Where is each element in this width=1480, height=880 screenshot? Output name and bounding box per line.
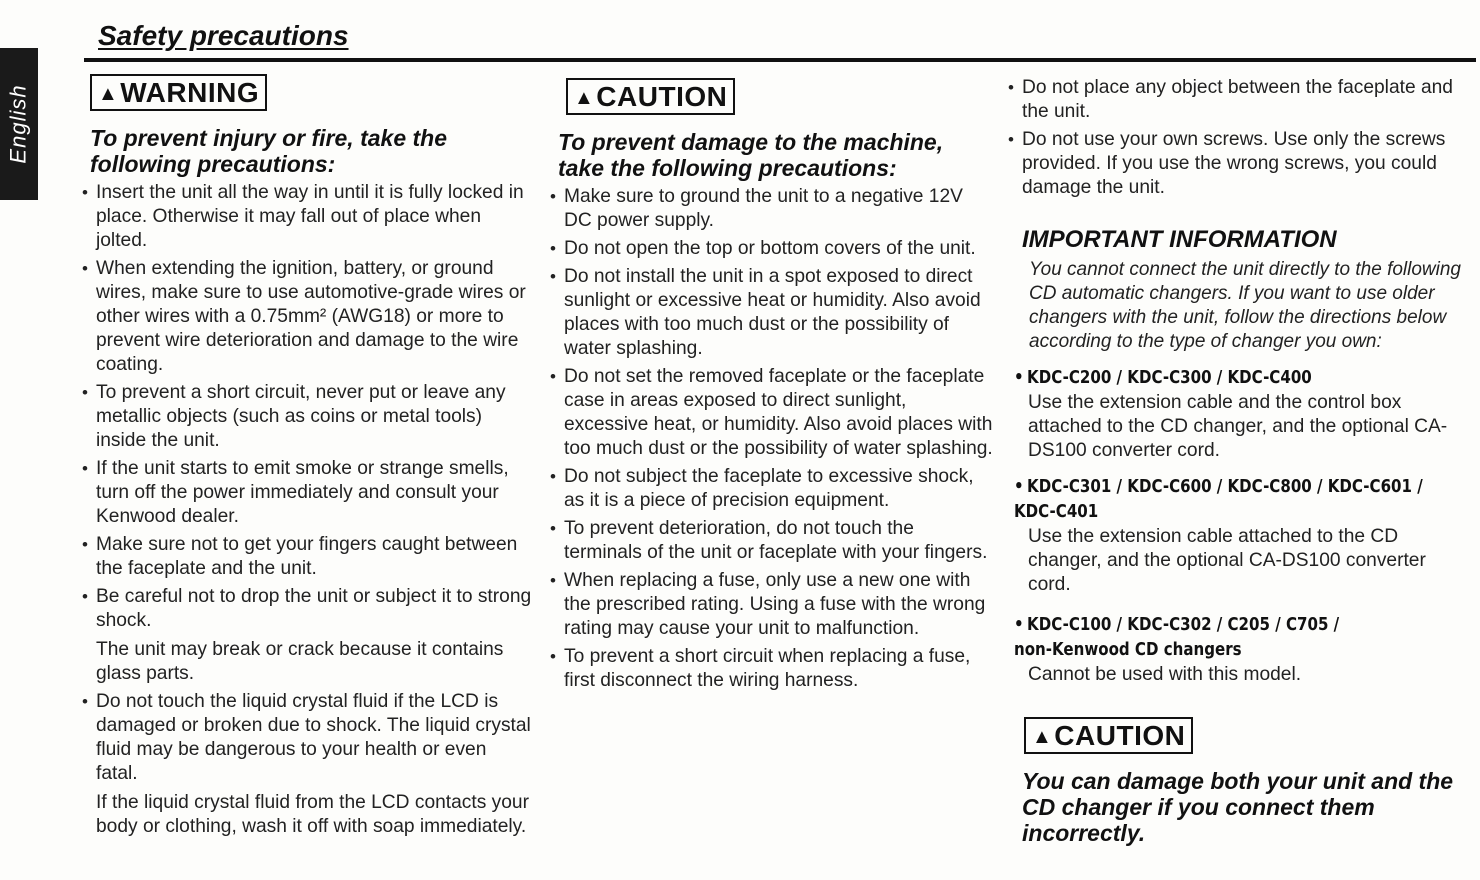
list-item: • If the unit starts to emit smoke or strange smells, turn off the power immediately and consult your Kenwood dealer. bbox=[82, 457, 532, 529]
language-tab-label: English bbox=[6, 84, 31, 164]
list-item: • Do not install the unit in a spot exposed to direct sunlight or excessive heat or humidity. Also avoid places with too much dust or the possibility of water splashing. bbox=[550, 265, 995, 361]
list-item: • Be careful not to drop the unit or subject it to strong shock. The unit may break or crack because it contains glass parts. bbox=[82, 585, 532, 686]
language-tab bbox=[0, 48, 38, 200]
caution-triangle-icon: ▲ bbox=[1032, 726, 1053, 748]
list-item: • Do not use your own screws. Use only the screws provided. If you use the wrong screws, you could damage the unit. bbox=[1008, 128, 1468, 200]
extra-caution-list bbox=[1008, 76, 1468, 200]
list-item: • Do not subject the faceplate to excessive shock, as it is a piece of precision equipment. bbox=[550, 465, 995, 513]
list-item: • When replacing a fuse, only use a new one with the prescribed rating. Using a fuse with the wrong rating may cause your unit to malfunction. bbox=[550, 569, 995, 641]
changer-caution-text: You can damage both your unit and the CD changer if you connect them incorrectly. bbox=[1022, 768, 1454, 846]
model-group-description: Cannot be used with this model. bbox=[1028, 664, 1302, 685]
important-information-title: IMPORTANT INFORMATION bbox=[1022, 226, 1337, 253]
title-rule bbox=[84, 58, 1476, 62]
list-item: • Insert the unit all the way in until it is fully locked in place. Otherwise it may fall out of place when jolted. bbox=[82, 181, 532, 253]
model-group-name: KDC-C100 / KDC-C302 / C205 / C705 / non-Kenwood CD changers bbox=[1014, 615, 1340, 660]
page-title: Safety precautions bbox=[98, 20, 349, 51]
changer-caution-label: CAUTION bbox=[1054, 720, 1186, 751]
caution-column bbox=[550, 78, 995, 697]
model-group-description: Use the extension cable and the control box attached to the CD changer, and the optional CA-DS100 converter cord. bbox=[1028, 392, 1448, 461]
list-item: • Do not place any object between the faceplate and the unit. bbox=[1008, 76, 1468, 124]
warning-label-box bbox=[90, 74, 267, 111]
list-item: • When extending the ignition, battery, or ground wires, make sure to use automotive-grade wires or other wires with a 0.75mm² (AWG18) or more to prevent wire deterioration and damage to the wire coating. bbox=[82, 257, 532, 377]
list-item: • Do not touch the liquid crystal fluid if the LCD is damaged or broken due to shock. The liquid crystal fluid may be dangerous to your health or even fatal. If the liquid crystal fluid from the LCD contacts your body or clothing, wash it off with soap immediately. bbox=[82, 690, 532, 839]
caution-heading: To prevent damage to the machine, take the following precautions: bbox=[558, 129, 944, 181]
warning-list bbox=[82, 181, 532, 839]
warning-column bbox=[82, 74, 532, 843]
model-group-name: KDC-C301 / KDC-C600 / KDC-C800 / KDC-C601 / KDC-C401 bbox=[1014, 477, 1423, 522]
caution-label: CAUTION bbox=[596, 81, 728, 112]
list-item: • To prevent a short circuit, never put or leave any metallic objects (such as coins or metal tools) inside the unit. bbox=[82, 381, 532, 453]
changer-caution bbox=[1016, 717, 1468, 754]
model-group-name: KDC-C200 / KDC-C300 / KDC-C400 bbox=[1027, 368, 1312, 388]
list-item: • Make sure not to get your fingers caught between the faceplate and the unit. bbox=[82, 533, 532, 581]
list-item: • To prevent deterioration, do not touch the terminals of the unit or faceplate with your fingers. bbox=[550, 517, 995, 565]
warning-triangle-icon: ▲ bbox=[98, 83, 119, 105]
list-item: • To prevent a short circuit when replacing a fuse, first disconnect the wiring harness. bbox=[550, 645, 995, 693]
info-column bbox=[1008, 76, 1468, 846]
list-item: • Make sure to ground the unit to a negative 12V DC power supply. bbox=[550, 185, 995, 233]
warning-heading: To prevent injury or fire, take the following precautions: bbox=[90, 125, 448, 177]
caution-triangle-icon: ▲ bbox=[574, 87, 595, 109]
list-item: • Do not open the top or bottom covers of the unit. bbox=[550, 237, 995, 261]
caution-list bbox=[550, 185, 995, 693]
model-group: • KDC-C200 / KDC-C300 / KDC-C400 Use the extension cable and the control box attached to the CD changer, and the optional CA-DS100 converter cord. bbox=[1014, 366, 1468, 463]
list-item-note: The unit may break or crack because it contains glass parts. bbox=[96, 639, 504, 684]
model-group: • KDC-C100 / KDC-C302 / C205 / C705 / non-Kenwood CD changers Cannot be used with this model. bbox=[1014, 613, 1468, 687]
caution-label-box bbox=[566, 78, 735, 115]
warning-label: WARNING bbox=[120, 77, 260, 108]
model-group-description: Use the extension cable attached to the CD changer, and the optional CA-DS100 converter cord. bbox=[1028, 526, 1426, 595]
important-information-text: You cannot connect the unit directly to the following CD automatic changers. If you want to use older changers with the unit, follow the directions below according to the type of changer you own: bbox=[1029, 259, 1461, 352]
model-group: • KDC-C301 / KDC-C600 / KDC-C800 / KDC-C601 / KDC-C401 Use the extension cable attached to the CD changer, and the optional CA-DS100 converter cord. bbox=[1014, 475, 1468, 597]
changer-caution-label-box bbox=[1024, 717, 1193, 754]
list-item: • Do not set the removed faceplate or the faceplate case in areas exposed to direct sunlight, excessive heat, or humidity. Also avoid places with too much dust or the possibility of water splashing. bbox=[550, 365, 995, 461]
list-item-note: If the liquid crystal fluid from the LCD contacts your body or clothing, wash it off with soap immediately. bbox=[96, 792, 529, 837]
